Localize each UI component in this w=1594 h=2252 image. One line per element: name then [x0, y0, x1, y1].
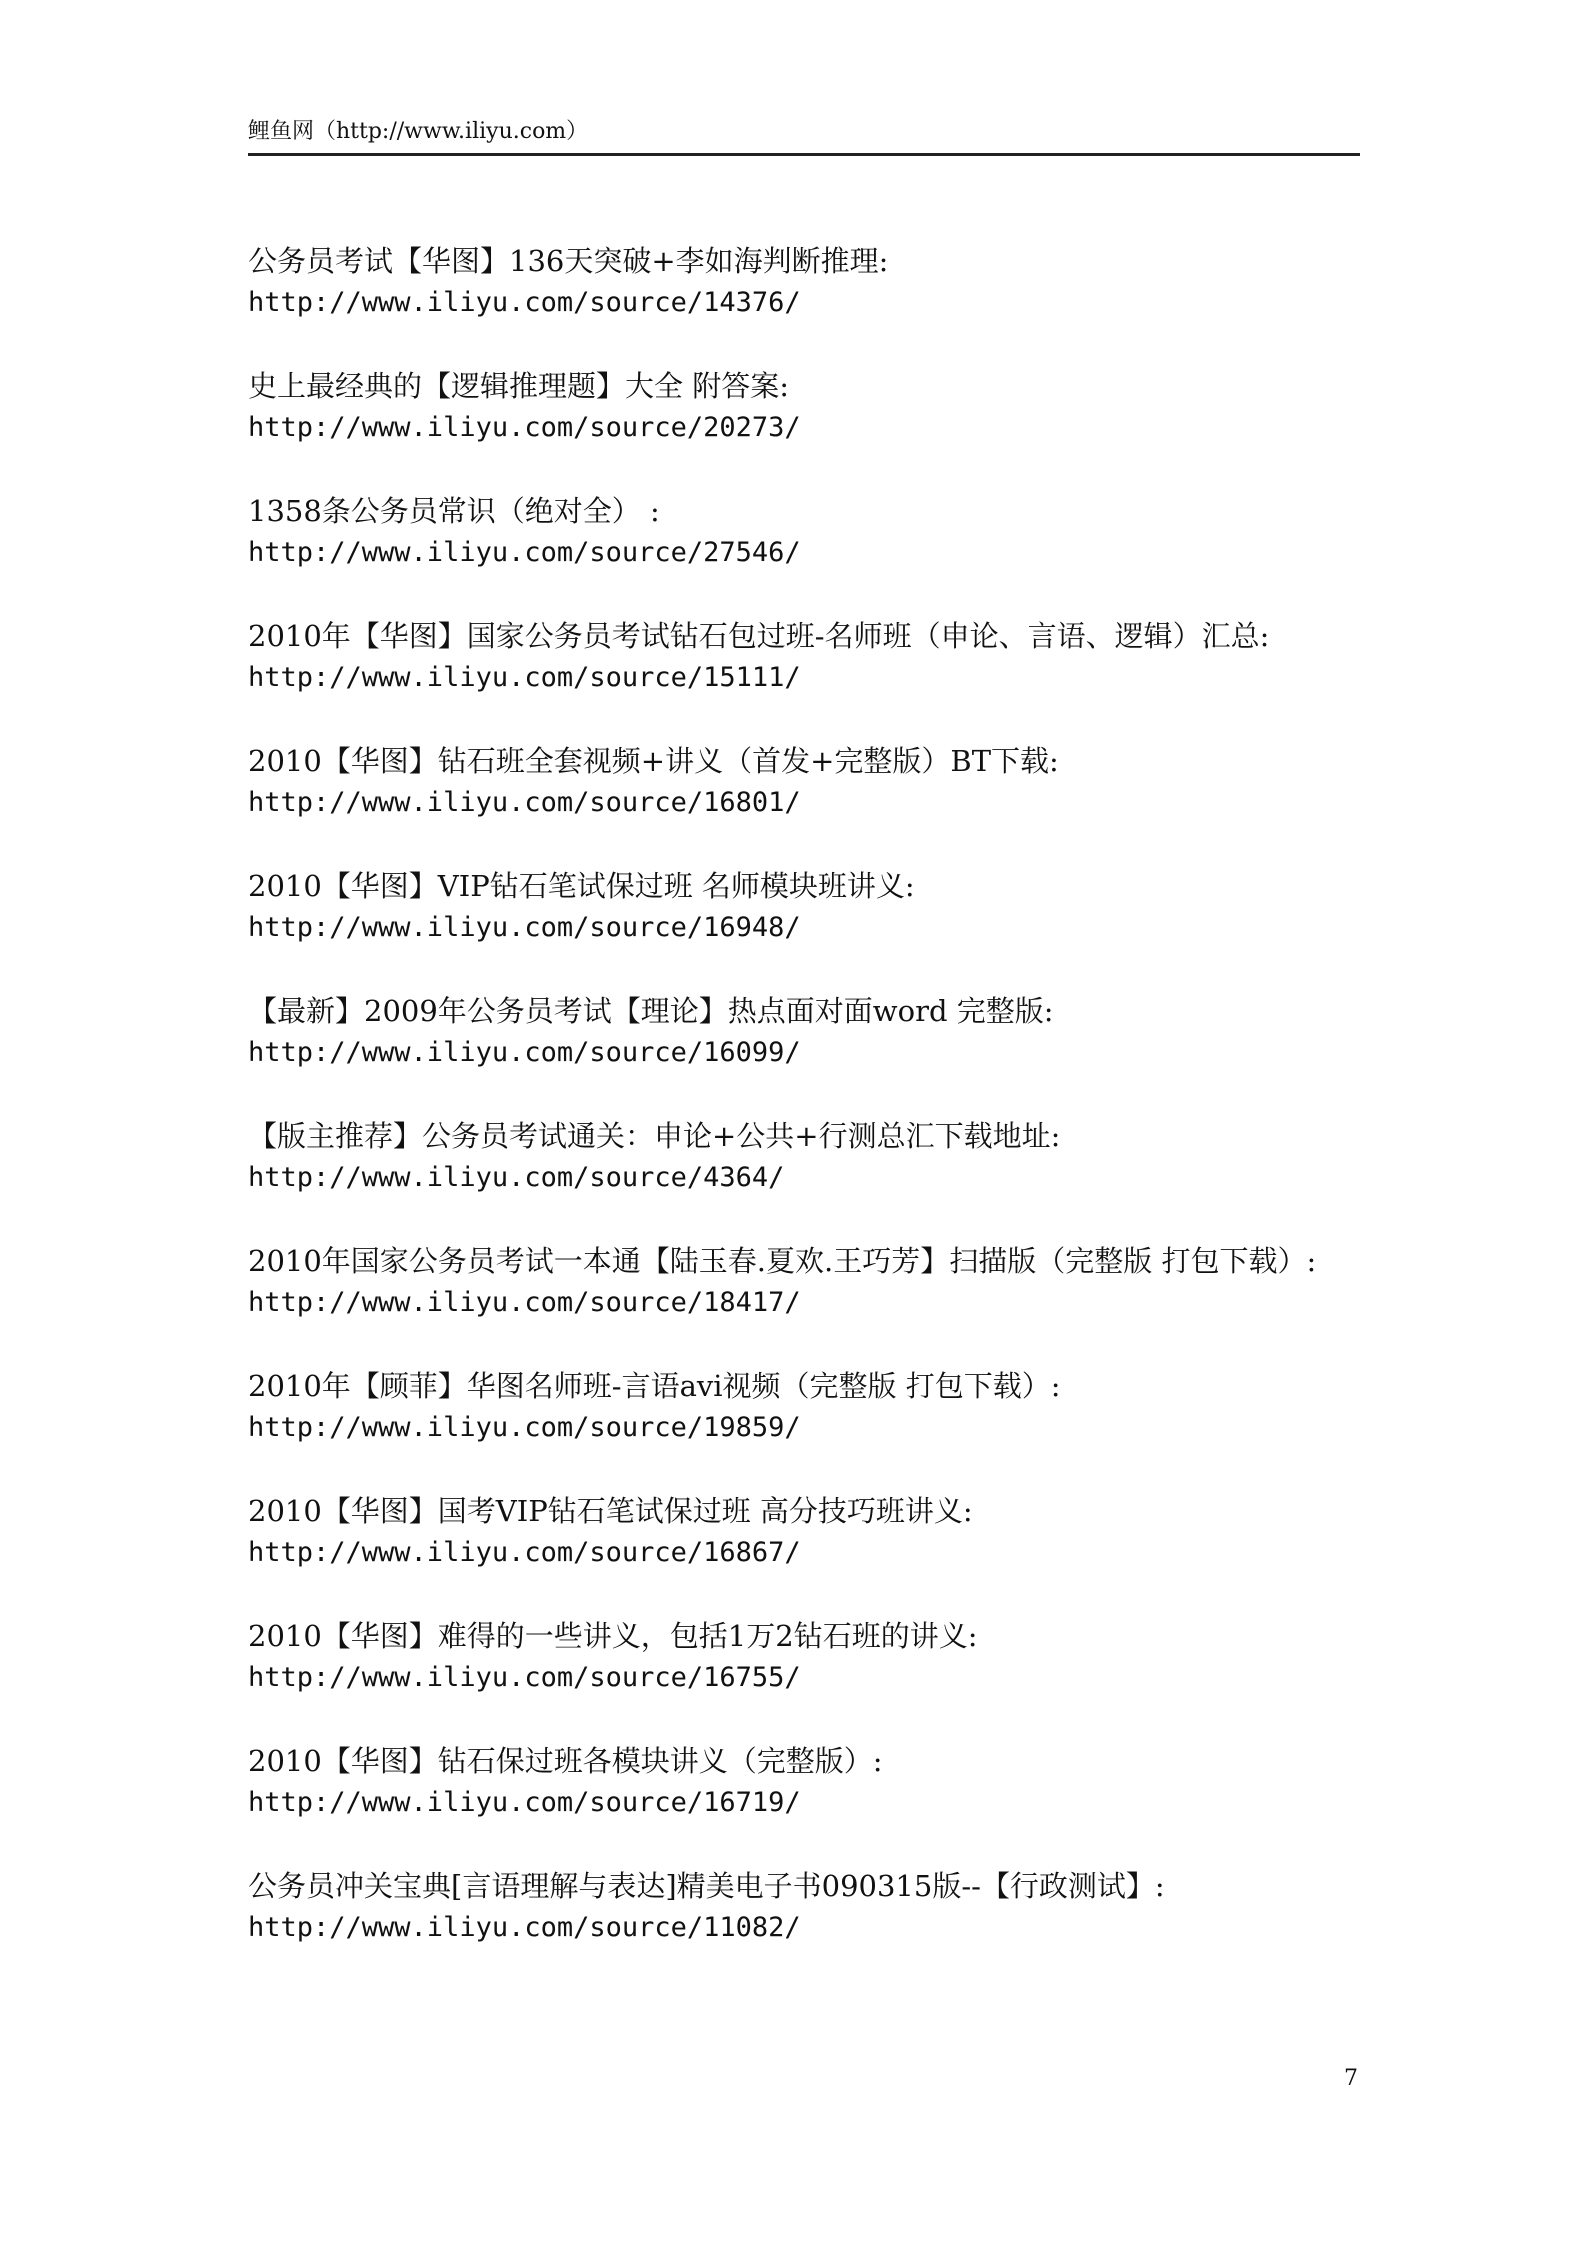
list-item: [248, 1865, 1360, 1949]
list-item: [248, 1490, 1360, 1574]
entry-title: 【版主推荐】公务员考试通关：申论+公共+行测总汇下载地址:: [248, 1119, 1061, 1153]
header-rule: [248, 153, 1360, 156]
list-item: [248, 740, 1360, 824]
entry-title: 2010【华图】国考VIP钻石笔试保过班 高分技巧班讲义:: [248, 1494, 973, 1528]
entry-link[interactable]: http://www.iliyu.com/source/14376/: [248, 287, 801, 318]
entry-title: 2010【华图】难得的一些讲义，包括1万2钻石班的讲义:: [248, 1619, 978, 1653]
list-item: [248, 1365, 1360, 1449]
entry-title: 2010年国家公务员考试一本通【陆玉春.夏欢.王巧芳】扫描版（完整版 打包下载）:: [248, 1244, 1317, 1278]
list-item: [248, 615, 1360, 699]
page-number: 7: [1344, 2066, 1358, 2091]
entry-title: 2010【华图】钻石保过班各模块讲义（完整版）:: [248, 1744, 883, 1778]
entry-title: 【最新】2009年公务员考试【理论】热点面对面word 完整版:: [248, 994, 1054, 1028]
entry-link[interactable]: http://www.iliyu.com/source/4364/: [248, 1162, 785, 1193]
entry-title: 2010【华图】钻石班全套视频+讲义（首发+完整版）BT下载:: [248, 744, 1059, 778]
entry-link[interactable]: http://www.iliyu.com/source/16099/: [248, 1037, 801, 1068]
list-item: [248, 1115, 1360, 1199]
entry-link[interactable]: http://www.iliyu.com/source/19859/: [248, 1412, 801, 1443]
resource-list: [248, 240, 1360, 1990]
header-site-title: 鲤鱼网（http://www.iliyu.com）: [248, 119, 589, 144]
list-item: [248, 990, 1360, 1074]
entry-title: 公务员冲关宝典[言语理解与表达]精美电子书090315版--【行政测试】:: [248, 1869, 1165, 1903]
entry-link[interactable]: http://www.iliyu.com/source/27546/: [248, 537, 801, 568]
entry-link[interactable]: http://www.iliyu.com/source/16867/: [248, 1537, 801, 1568]
list-item: [248, 490, 1360, 574]
list-item: [248, 1240, 1360, 1324]
list-item: [248, 1740, 1360, 1824]
entry-link[interactable]: http://www.iliyu.com/source/18417/: [248, 1287, 801, 1318]
entry-title: 1358条公务员常识（绝对全） :: [248, 494, 660, 528]
entry-title: 2010【华图】VIP钻石笔试保过班 名师模块班讲义:: [248, 869, 915, 903]
entry-link[interactable]: http://www.iliyu.com/source/16719/: [248, 1787, 801, 1818]
entry-link[interactable]: http://www.iliyu.com/source/16755/: [248, 1662, 801, 1693]
page-header: [248, 118, 1360, 158]
entry-link[interactable]: http://www.iliyu.com/source/15111/: [248, 662, 801, 693]
entry-title: 2010年【顾菲】华图名师班-言语avi视频（完整版 打包下载）:: [248, 1369, 1061, 1403]
entry-title: 史上最经典的【逻辑推理题】大全 附答案:: [248, 369, 789, 403]
list-item: [248, 1615, 1360, 1699]
entry-link[interactable]: http://www.iliyu.com/source/16948/: [248, 912, 801, 943]
entry-link[interactable]: http://www.iliyu.com/source/20273/: [248, 412, 801, 443]
entry-link[interactable]: http://www.iliyu.com/source/11082/: [248, 1912, 801, 1943]
entry-link[interactable]: http://www.iliyu.com/source/16801/: [248, 787, 801, 818]
entry-title: 公务员考试【华图】136天突破+李如海判断推理:: [248, 244, 889, 278]
entry-title: 2010年【华图】国家公务员考试钻石包过班-名师班（申论、言语、逻辑）汇总:: [248, 619, 1270, 653]
list-item: [248, 240, 1360, 324]
list-item: [248, 365, 1360, 449]
list-item: [248, 865, 1360, 949]
